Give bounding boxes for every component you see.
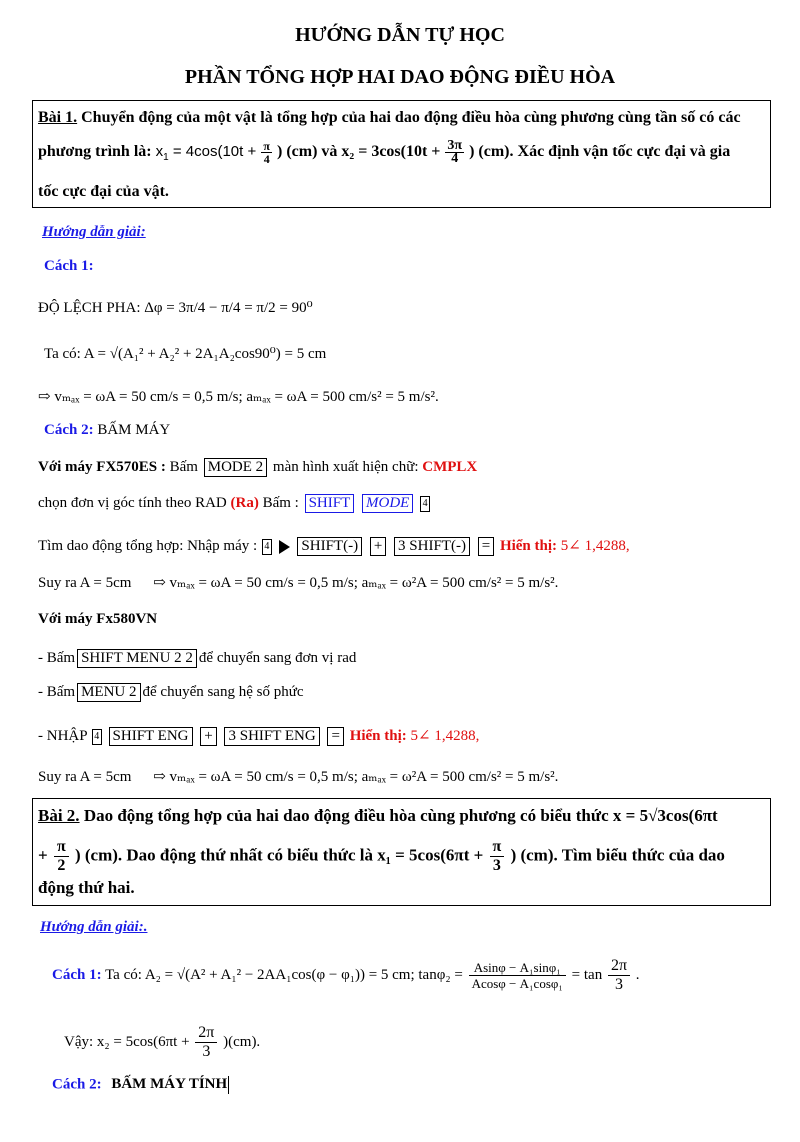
fraction-pi-4 (261, 140, 272, 165)
input-line-570 (38, 536, 630, 556)
frac-num: Asinφ − A₁sinφ₁ (469, 960, 566, 976)
problem-1-line2 (38, 140, 730, 165)
fx570-label: Với máy FX570ES : (38, 459, 166, 475)
problem-2-line1 (38, 806, 718, 826)
problem-2-text3: ) (cm). Tìm biểu thức của dao (510, 845, 725, 865)
shift-neg: SHIFT(-) (409, 538, 466, 554)
display-label-2: Hiển thị: (349, 728, 407, 744)
frac-den: 3 (492, 857, 501, 874)
plus-key: + (200, 727, 216, 746)
step-3-prefix: - NHẬP (38, 728, 88, 744)
problem-1-prefix: phương trình là: (38, 143, 152, 161)
problem-2-text1: Dao động tổng hợp của hai dao động điều hòa cùng phương có biểu thức x = 5√3cos(6πt (83, 806, 718, 825)
eq-x: x (155, 143, 164, 161)
problem-2-label: Bài 2. (38, 806, 80, 825)
fraction-2pi-3 (608, 957, 630, 994)
key-4: 4 (420, 496, 430, 512)
fraction-2pi-3-b (195, 1024, 217, 1061)
step-1-prefix: - Bấm (38, 650, 76, 666)
phase-difference: ĐỘ LỆCH PHA: Δφ = 3π/4 − π/4 = π/2 = 90⁰ (38, 300, 313, 316)
eq-part-2: ) (cm) và x₂ = 3cos(10t + (276, 143, 441, 161)
conclusion-end: )(cm). (223, 1033, 261, 1050)
problem-1-line3: tốc cực đại của vật. (38, 183, 169, 200)
result-vmax-2: ⇨ vₘₐₓ = ωA = 50 cm/s = 0,5 m/s; aₘₐₓ = ω²A = 500 cm/s² = 5 m/s². (153, 769, 559, 785)
guide-heading-1: Hướng dẫn giải: (42, 224, 146, 240)
right-arrow-icon (279, 540, 290, 554)
bai2-amplitude: Ta có: A₂ = √(A² + A₁² − 2AA₁cos(φ − φ₁)) = 5 cm; tanφ₂ = (105, 966, 463, 983)
shift-eng-key-2: 3 SHIFT ENG (224, 727, 319, 746)
page-subtitle: PHẦN TỔNG HỢP HAI DAO ĐỘNG ĐIỀU HÒA (184, 66, 616, 88)
tan-fraction (469, 960, 566, 991)
equals-key: = (478, 537, 494, 556)
amplitude-formula: Ta có: A = √(A₁² + A₂² + 2A₁A₂cos90⁰) = 5 cm (44, 346, 327, 362)
step-2-prefix: - Bấm (38, 684, 76, 700)
method-1-heading: Cách 1: (44, 258, 94, 274)
step-3 (38, 726, 479, 746)
mode-key: MODE (362, 494, 413, 513)
tan-equals: = tan (571, 966, 603, 983)
display-label: Hiển thị: (499, 538, 558, 554)
equation-x1 (155, 143, 261, 164)
eq-sub: 1 (163, 152, 169, 164)
problem-1-label: Bài 1. (38, 109, 78, 126)
step-2-text: để chuyển sang hệ số phức (142, 684, 304, 700)
problem-1-line1 (38, 109, 741, 127)
rad-text: chọn đơn vị góc tính theo RAD (38, 495, 227, 511)
ra-label: (Ra) (230, 495, 259, 511)
result-vmax: ⇨ vₘₐₓ = ωA = 50 cm/s = 0,5 m/s; aₘₐₓ = ω²A = 500 cm/s² = 5 m/s². (153, 575, 559, 591)
fraction-pi-2 (54, 838, 69, 875)
press-text: Bấm (169, 459, 198, 475)
method-2-label: Cách 2: (44, 422, 94, 438)
text-cursor (228, 1076, 229, 1094)
cmplx-label: CMPLX (422, 459, 478, 475)
bai2-method-1: Cách 1: Ta có: A₂ = √(A² + A₁² − 2AA₁cos(φ − φ₁)) = 5 cm; tanφ₂ = $\frac{\text{Asinφ − A₁sinφ₁}}{\text{Acosφ − A₁cosφ₁}}$ = tan $\frac{2\pi}{3}$ . (52, 957, 640, 993)
method-2-heading (44, 422, 170, 439)
shift-menu-key: SHIFT MENU 2 2 (77, 649, 197, 668)
mode-2-key: MODE 2 (204, 458, 267, 477)
fraction-3pi-4 (445, 140, 464, 165)
input-text: Tìm dao động tổng hợp: Nhập máy : (38, 538, 258, 554)
shift-neg-key: SHIFT(-) (297, 537, 362, 556)
frac-num: 2π (608, 957, 630, 976)
step-2 (38, 683, 304, 702)
frac-den: Acosφ − A₁cosφ₁ (471, 976, 563, 991)
frac-den: 4 (451, 151, 459, 166)
key-4: 4 (92, 729, 102, 745)
bai2-method-2-label: Cách 2: (52, 1076, 102, 1093)
frac-den: 4 (263, 152, 270, 166)
frac-num: π (490, 838, 505, 857)
rad-line (38, 494, 431, 513)
display-value-2: 5∠ 1,4288, (410, 728, 480, 744)
step-1 (38, 649, 356, 668)
frac-num: π (263, 139, 270, 153)
method-2-text: BẤM MÁY (97, 422, 171, 438)
result-line-570 (38, 573, 558, 592)
bai2-method-1-label: Cách 1: (52, 966, 102, 983)
result-line-580 (38, 767, 558, 786)
bai2-conclusion (64, 1024, 260, 1061)
fx570-line (38, 458, 477, 477)
conclusion-text: Vậy: x₂ = 5cos(6πt + (64, 1033, 190, 1050)
frac-den: 3 (202, 1043, 211, 1060)
problem-1-text1: Chuyển động của một vật là tổng hợp của hai dao động điều hòa cùng phương cùng tần số có các (81, 109, 741, 126)
problem-1-suffix: ) (cm). Xác định vận tốc cực đại và gia (469, 143, 731, 161)
bai2-method-2 (52, 1076, 229, 1094)
key-4: 4 (262, 539, 272, 555)
plus-key: + (370, 537, 386, 556)
guide-heading-2: Hướng dẫn giải:. (40, 919, 148, 935)
result-a-2: Suy ra A = 5cm (38, 769, 132, 785)
problem-2-line3: động thứ hai. (38, 878, 135, 897)
display-value: 5∠ 1,4288, (560, 538, 630, 554)
frac-den: 3 (615, 976, 623, 993)
problem-2-text2: ) (cm). Dao động thứ nhất có biểu thức là x₁ = 5cos(6πt + (74, 845, 484, 865)
eq-part: = 4cos(10t + (168, 143, 257, 161)
frac-num: 2π (195, 1024, 217, 1043)
equals-key: = (327, 727, 343, 746)
shift-key: SHIFT (305, 494, 355, 513)
fx580-label: Với máy Fx580VN (38, 611, 158, 627)
key-3: 3 (398, 538, 406, 554)
shift-neg-key-2 (394, 537, 470, 556)
result-a: Suy ra A = 5cm (38, 575, 132, 591)
screen-text: màn hình xuất hiện chữ: (272, 459, 419, 475)
plus-sign: + (38, 845, 48, 865)
shift-eng-key: SHIFT ENG (109, 727, 193, 746)
result-1: ⇨ vₘₐₓ = ωA = 50 cm/s = 0,5 m/s; aₘₐₓ = ωA = 500 cm/s² = 5 m/s². (38, 389, 439, 405)
frac-den: 2 (57, 857, 66, 874)
step-1-text: để chuyển sang đơn vị rad (198, 650, 357, 666)
page-title: HƯỚNG DẪN TỰ HỌC (295, 24, 505, 46)
menu-2-key: MENU 2 (77, 683, 140, 702)
press-text-2: Bấm : (262, 495, 299, 511)
fraction-pi-3 (490, 838, 505, 875)
frac-num: π (54, 838, 69, 857)
problem-2-line2 (38, 838, 725, 875)
frac-num: 3π (447, 138, 463, 153)
bai2-method-2-text: BẤM MÁY TÍNH (111, 1076, 228, 1093)
